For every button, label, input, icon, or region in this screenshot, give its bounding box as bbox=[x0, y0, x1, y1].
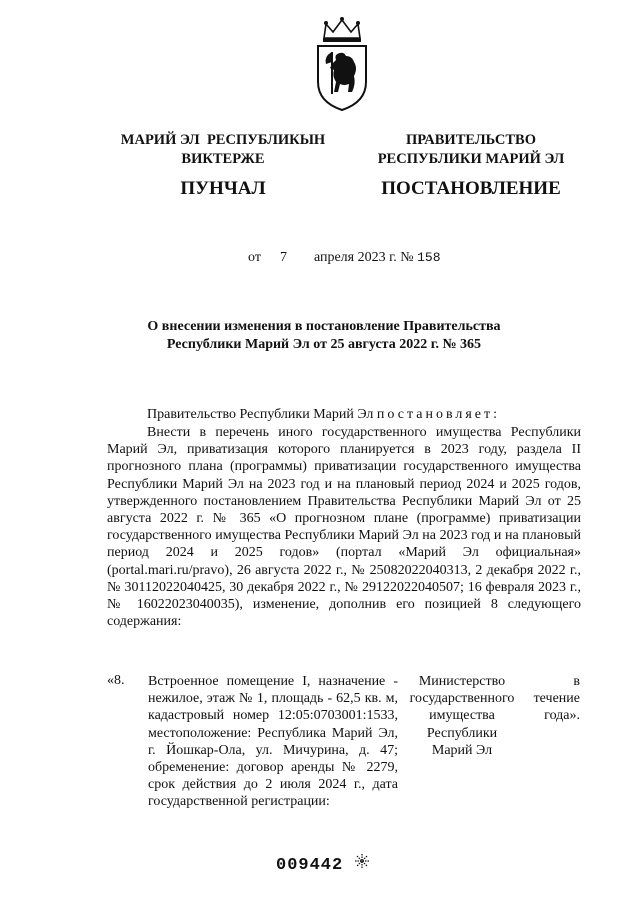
org-line2: государственного bbox=[409, 691, 515, 707]
header-right-line1: ПРАВИТЕЛЬСТВО bbox=[406, 132, 536, 148]
header-right-big: ПОСТАНОВЛЕНИЕ bbox=[381, 178, 561, 199]
header-left bbox=[88, 131, 358, 169]
header-right-line2: РЕСПУБЛИКИ МАРИЙ ЭЛ bbox=[377, 151, 565, 167]
serial-number: 009442 bbox=[276, 856, 344, 875]
row-term bbox=[514, 673, 580, 725]
intro-spaced-text: постановляет: bbox=[376, 407, 501, 422]
title-line1: О внесении изменения в постановление Правительства bbox=[147, 319, 501, 334]
header-left-line2: ВИКТЕРЖЕ bbox=[181, 151, 265, 167]
row-organization bbox=[408, 673, 516, 759]
header-left-line1: МАРИЙ ЭЛ РЕСПУБЛИКЫН bbox=[120, 132, 326, 148]
term-line3: года». bbox=[544, 708, 580, 724]
title-line2: Республики Марий Эл от 25 августа 2022 г. № 365 bbox=[166, 337, 482, 352]
decree-number: 158 bbox=[417, 250, 441, 265]
main-paragraph: Внести в перечень иного государственного имущества Республики Марий Эл, приватизация которого планируется в 2023 году, раздела II прогнозного плана (программы) приватизации государственного имущества Республики Марий Эл на 2023 год и на плановый период 2024 и 2025 годов, утвержденного постановлением Правительства Республики Марий Эл от 25 августа 2022 г. № 365 «О прогнозном плане (программе) приватизации государственного имущества Республики Марий Эл на 2023 год и на плановый период 2024 и 2025 годов» (портал «Марий Эл официальная» (portal.mari.ru/pravo), 26 августа 2022 г., № 25082022040313, 2 декабря 2022 г., № 30112022040425, 30 декабря 2022 г., № 29122022040507; 16 февраля 2023 г., № 16022023040035), изменение, дополнив его позицией 8 следующего содержания: bbox=[107, 425, 581, 630]
row-number: «8. bbox=[107, 673, 125, 688]
date-day: 7 bbox=[279, 250, 287, 265]
document-title bbox=[104, 318, 544, 354]
intro-text: Правительство Республики Марий Эл bbox=[147, 407, 377, 422]
header-left-big: ПУНЧАЛ bbox=[180, 178, 266, 199]
asterisk-stamp-icon bbox=[354, 853, 370, 869]
date-line bbox=[248, 250, 441, 266]
date-prefix: от bbox=[248, 250, 261, 265]
coat-of-arms-icon bbox=[308, 16, 376, 112]
row-description: Встроенное помещение I, назначение - нежилое, этаж № 1, площадь - 62,5 кв. м, кадастровый номер 12:05:0703001:1533, местоположение: Республика Марий Эл, г. Йошкар-Ола, ул. Мичурина, д. 47; обременение: договор аренды № 2279, срок действия до 2 июля 2024 г., дата государственной регистрации: bbox=[148, 674, 398, 810]
header-right bbox=[355, 131, 587, 169]
term-line2: течение bbox=[533, 691, 580, 707]
org-line1: Министерство bbox=[418, 674, 506, 689]
org-line3: имущества bbox=[429, 708, 495, 724]
term-line1: в bbox=[573, 674, 580, 689]
org-line4: Республики bbox=[426, 725, 498, 741]
intro-paragraph bbox=[107, 406, 581, 423]
org-line5: Марий Эл bbox=[431, 742, 493, 758]
date-month-year: апреля 2023 г. № bbox=[313, 250, 414, 265]
